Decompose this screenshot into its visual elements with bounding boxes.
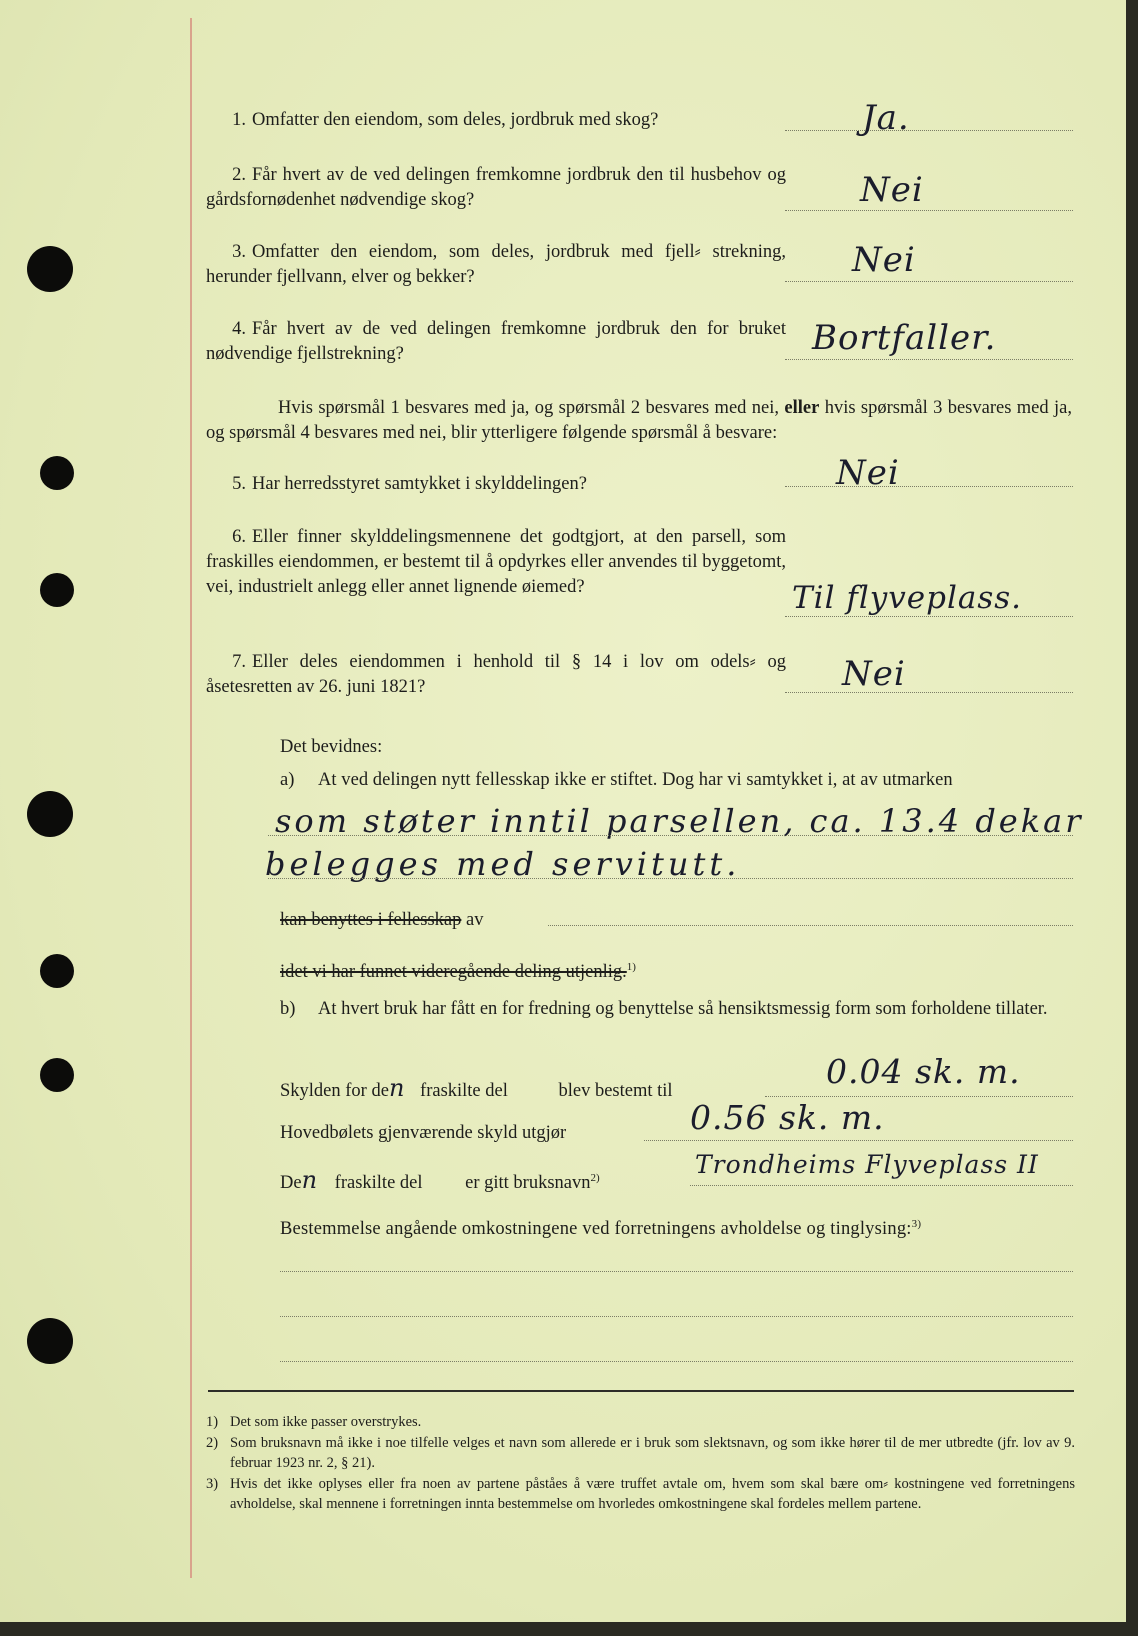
fill-line (644, 1139, 1073, 1141)
footnote-ref: 1) (626, 961, 636, 973)
fill-line (690, 1184, 1073, 1186)
skyld-line-3: Den fraskilte del er gitt bruksnavn$^{2)}$ (280, 1166, 600, 1195)
fill-line (268, 877, 1073, 879)
fill-line (548, 924, 1073, 926)
binder-hole (27, 246, 73, 292)
conditional-paragraph: Hvis spørsmål 1 besvares med ja, og spørsmål 2 besvares med nei, eller hvis spørsmål 3 besvares med ja, og spørsmål 4 besvares med nei, blir ytterligere følgende spørsmål å besvare: (206, 398, 1072, 443)
footnote-ref: 3) (911, 1218, 922, 1230)
footnote-3: 3) Hvis det ikke oplyses eller fra noen av partene påståes å være truffet avtale om, hvem som skal bære om⸗ kostningene ved forretningens avholdelse, skal mennene i forretningen innta bestemmelse om hvorledes omkostningene skal fordeles mellem partene. (206, 1476, 1075, 1512)
bevidnes-a-label: a) (280, 770, 295, 790)
hovedbol-skyld-value: 0.56 sk. m. (690, 1098, 885, 1137)
bevidnes-heading: Det bevidnes: (280, 737, 383, 757)
binder-hole (27, 791, 73, 837)
margin-line (190, 18, 192, 1578)
question-2: 2. Får hvert av de ved delingen fremkomne jordbruk den til husbehov og gårdsfornødenhet nødvendige skog? (206, 165, 786, 210)
bevidnes-b-text: At hvert bruk har fått en for fredning og benyttelse så hensiktsmessig form som forholdene tillater. (318, 999, 1048, 1019)
answer-3: Nei (852, 240, 916, 280)
fill-line (268, 834, 1073, 836)
question-3: 3. Omfatter den eiendom, som deles, jordbruk med fjell⸗ strekning, herunder fjellvann, elver og bekker? (206, 242, 786, 287)
answer-line (785, 129, 1073, 131)
footnote-ref: 2) (590, 1172, 600, 1184)
answer-line (785, 485, 1073, 487)
footnote-1: 1) Det som ikke passer overstrykes. (206, 1414, 422, 1430)
binder-hole (40, 1058, 74, 1092)
binder-hole (27, 1318, 73, 1364)
answer-4: Bortfaller. (812, 318, 997, 358)
answer-5: Nei (836, 453, 900, 493)
question-1: 1. Omfatter den eiendom, som deles, jordbruk med skog? (232, 110, 659, 130)
skyld-line-1: Skylden for den fraskilte del blev bestemt til (280, 1074, 673, 1102)
struck-text: kan benyttes i fellesskap (280, 910, 462, 930)
struck-text: idet vi har funnet videregående deling utjenlig. (280, 962, 627, 983)
fill-line (280, 1360, 1073, 1362)
footnote-divider (208, 1390, 1074, 1392)
footnote-2: 2) Som bruksnavn må ikke i noe tilfelle velges et navn som allerede er i bruk som slektsnavn, og som ikke hører til de mer utbredte (jfr. lov av 9. februar 1923 nr. 2, § 21). (206, 1435, 1075, 1471)
skyld-line-2: Hovedbølets gjenværende skyld utgjør (280, 1123, 567, 1143)
struck-line-2 (280, 955, 636, 985)
answer-6: Til flyveplass. (792, 580, 1023, 616)
binder-hole (40, 573, 74, 607)
skyld-line-4: Bestemmelse angående omkostningene ved forretningens avholdelse og tinglysing:$^{3)}$ (280, 1218, 922, 1240)
fill-line (280, 1270, 1073, 1272)
bevidnes-b-label: b) (280, 999, 296, 1019)
question-6: 6. Eller finner skylddelingsmennene det godtgjort, at den parsell, som fraskilles eiendommen, er bestemt til å opdyrkes eller anvendes til byggetomt, vei, industrielt anlegg eller annet lignende øiemed? (206, 527, 786, 597)
skyld-value: 0.04 sk. m. (826, 1052, 1021, 1091)
question-7: 7. Eller deles eiendommen i henhold til § 14 i lov om odels⸗ og åsetesretten av 26. juni 1821? (206, 652, 786, 697)
binder-hole (40, 456, 74, 490)
answer-line (785, 358, 1073, 360)
answer-1: Ja. (862, 98, 910, 138)
answer-line (785, 280, 1073, 282)
handwritten-a-line2: belegges med servitutt. (265, 845, 741, 883)
handwritten-a-line1: som støter inntil parsellen, ca. 13.4 dekar (275, 802, 1084, 840)
footnotes (206, 1412, 1075, 1515)
handwritten-n: n (388, 1074, 406, 1102)
handwritten-n: n (301, 1166, 319, 1195)
struck-line-1-after: av (465, 910, 484, 930)
struck-line-1 (280, 908, 483, 933)
binder-hole (40, 954, 74, 988)
answer-line (785, 691, 1073, 693)
bruksnavn-value: Trondheims Flyveplass II (695, 1150, 1039, 1179)
answer-line (785, 209, 1073, 211)
question-4: 4. Får hvert av de ved delingen fremkomne jordbruk den for bruket nødvendige fjellstrekning? (206, 319, 786, 364)
fill-line (765, 1095, 1073, 1097)
answer-2: Nei (860, 170, 924, 210)
answer-7: Nei (842, 654, 906, 694)
fill-line (280, 1315, 1073, 1317)
question-5: 5. Har herredsstyret samtykket i skylddelingen? (232, 474, 587, 494)
bevidnes-a-text: At ved delingen nytt fellesskap ikke er stiftet. Dog har vi samtykket i, at av utmarken (318, 770, 953, 790)
